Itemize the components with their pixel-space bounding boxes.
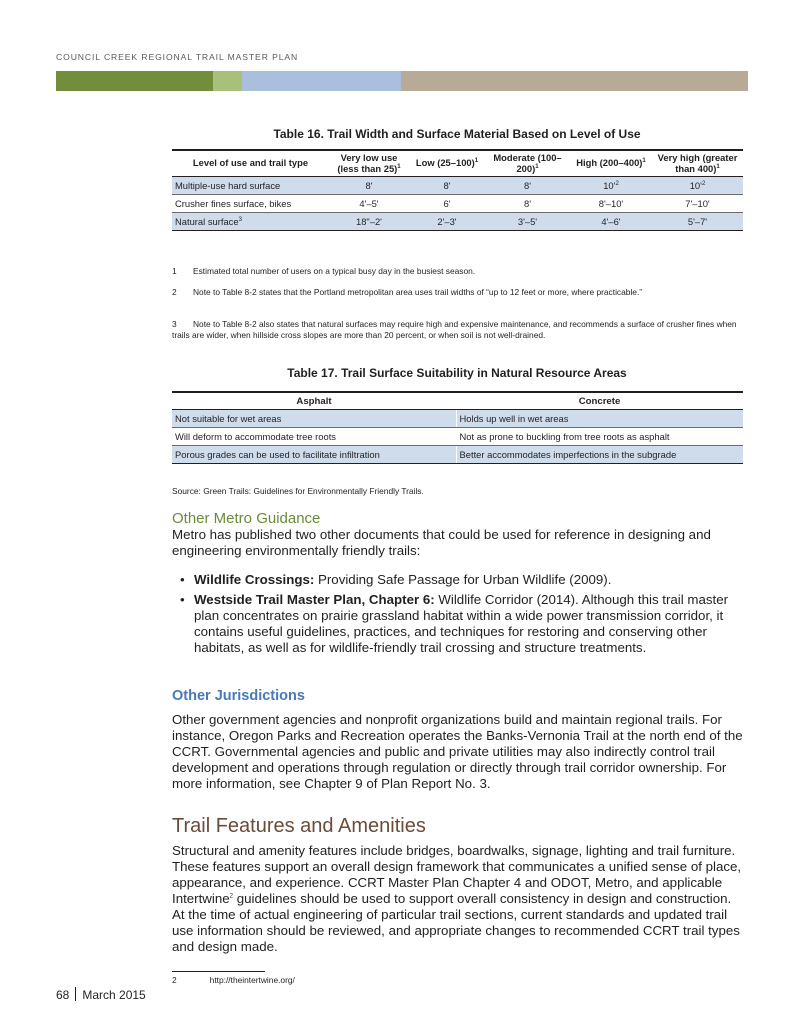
table-cell: 8' (329, 177, 409, 195)
header-color-band-4 (401, 71, 748, 91)
table-16-col-header: Level of use and trail type (172, 150, 329, 177)
table-cell: 8' (485, 177, 570, 195)
table-cell: 8' (485, 195, 570, 213)
table-17-header-row (172, 392, 743, 410)
table-16-col-header: Very low use (less than 25)$^1$ (329, 150, 409, 177)
table-17-title: Table 17. Trail Surface Suitability in Natural Resource Areas (287, 366, 627, 380)
table-cell: Crusher fines surface, bikes (172, 195, 329, 213)
table-row (172, 446, 743, 464)
table-16 (172, 149, 743, 231)
header-color-band-1 (56, 71, 213, 91)
table-cell: Not as prone to buckling from tree roots as asphalt (456, 428, 743, 446)
table-cell: 3'–5' (485, 213, 570, 231)
table-cell: 5'–7' (652, 213, 743, 231)
table-cell: 6' (409, 195, 485, 213)
bullet-icon: • (180, 572, 185, 587)
page-footer (56, 987, 146, 1002)
table-16-footnote: 2 Note to Table 8-2 states that the Portland metropolitan area uses trail widths of “up to 12 feet or more, where practicable.” (172, 287, 643, 297)
heading-other-metro-guidance: Other Metro Guidance (172, 510, 321, 527)
metro-bullet-list (180, 572, 740, 660)
heading-trail-features-and-amenities: Trail Features and Amenities (172, 815, 426, 837)
table-cell: 8'–10' (570, 195, 652, 213)
jurisdictions-paragraph: Other government agencies and nonprofit organizations build and maintain regional trails. For instance, Oregon Parks and Recreation operates the Banks-Vernonia Trail at the north end of the CCRT. Governmental agencies and public and private utilities may also indirectly control trail development and operations through regulation or directly through trail corridor ownership. For more information, see Chapter 9 of Plan Report No. 3. (172, 712, 743, 791)
table-cell: $10'^2$ (570, 177, 652, 195)
table-17 (172, 391, 743, 464)
table-16-col-header: Very high (greater than 400)$^1$ (652, 150, 743, 177)
table-cell: 18"–2' (329, 213, 409, 231)
table-17-col-header: Concrete (456, 392, 743, 410)
features-paragraph: Structural and amenity features include bridges, boardwalks, signage, lighting and trail furniture. These features support an overall design framework that communicates a unified sense of place, appearance, and experience. CCRT Master Plan Chapter 4 and ODOT, Metro, and applicable Intertwine$^2$ guidelines should be used to support overall consistency in design and construction. At the time of actual engineering of particular trail sections, current standards and updated trail use information should be reviewed, and appropriate changes to recommended CCRT trail types and design made. (172, 843, 742, 954)
header-color-band-2 (213, 71, 242, 91)
table-17-source: Source: Green Trails: Guidelines for Environmentally Friendly Trails. (172, 486, 424, 496)
table-cell: Better accommodates imperfections in the subgrade (456, 446, 743, 464)
table-16-footnote: 1 Estimated total number of users on a typical busy day in the busiest season. (172, 266, 476, 276)
bullet-icon: • (180, 592, 185, 607)
table-cell: Will deform to accommodate tree roots (172, 428, 456, 446)
table-16-col-header: Moderate $(100-200)^1$ (485, 150, 570, 177)
running-header: COUNCIL CREEK REGIONAL TRAIL MASTER PLAN (56, 52, 299, 62)
table-16-footnote: 3 Note to Table 8-2 also states that natural surfaces may require high and expensive maintenance, and recommends a surface of crusher fines when trails are wider, when hillside cross slopes are more than 20 percent, or when soil is not well-drained. (172, 319, 737, 340)
table-row (172, 428, 743, 446)
table-cell: Holds up well in wet areas (456, 410, 743, 428)
table-cell: 4'–6' (570, 213, 652, 231)
table-row (172, 195, 743, 213)
list-item: • Wildlife Crossings: Providing Safe Passage for Urban Wildlife (2009). (180, 572, 612, 587)
table-cell: Natural surface$^3$ (172, 213, 329, 231)
page-footnote: 2 http://theintertwine.org/ (172, 975, 295, 985)
header-color-band-3 (242, 71, 401, 91)
table-row (172, 410, 743, 428)
list-item: • Westside Trail Master Plan, Chapter 6: Wildlife Corridor (2014). Although this trail master plan concentrates on prairie grassland habitat within a wide power transmission corridor, it contains useful guidelines, practices, and techniques for restoring and conserving other habitats, as well as for wildlife-friendly trail crossing and structure treatments. (180, 592, 729, 655)
table-cell: Not suitable for wet areas (172, 410, 456, 428)
table-cell: Multiple-use hard surface (172, 177, 329, 195)
footnote-rule (172, 971, 265, 972)
table-row (172, 177, 743, 195)
table-16-header-row (172, 150, 743, 177)
table-16-col-header: High $(200-400)^1$ (570, 150, 652, 177)
table-cell: 8' (409, 177, 485, 195)
table-cell: 7'–10' (652, 195, 743, 213)
table-row (172, 213, 743, 231)
metro-intro-paragraph: Metro has published two other documents that could be used for reference in designing and engineering environmentally friendly trails: (172, 527, 711, 558)
table-cell: $10'^2$ (652, 177, 743, 195)
table-17-col-header: Asphalt (172, 392, 456, 410)
table-cell: 4'–5' (329, 195, 409, 213)
heading-other-jurisdictions: Other Jurisdictions (172, 688, 305, 704)
page-number: 68 (56, 988, 70, 1002)
footer-date: March 2015 (82, 988, 146, 1002)
table-cell: Porous grades can be used to facilitate infiltration (172, 446, 456, 464)
folio-divider (75, 987, 76, 1001)
table-16-col-header: Low $(25-100)^1$ (409, 150, 485, 177)
table-cell: 2'–3' (409, 213, 485, 231)
table-16-title: Table 16. Trail Width and Surface Material Based on Level of Use (273, 127, 641, 141)
